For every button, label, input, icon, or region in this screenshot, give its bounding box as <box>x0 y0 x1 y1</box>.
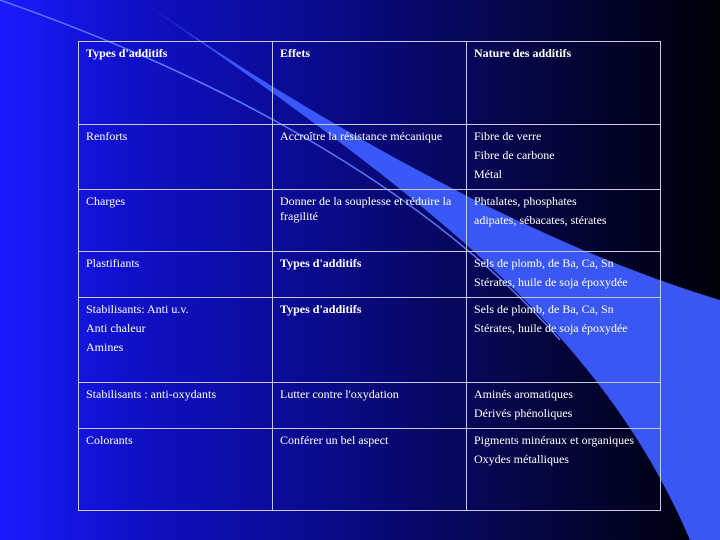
cell-nature-line: Fibre de verre <box>474 129 542 143</box>
cell-type <box>79 252 273 298</box>
table-row <box>79 383 661 429</box>
cell-nature <box>467 252 661 298</box>
cell-nature-line: Sels de plomb, de Ba, Ca, Sn <box>474 302 614 316</box>
table-row <box>79 190 661 252</box>
cell-nature <box>467 298 661 383</box>
cell-nature-line: Stérates, huile de soja époxydée <box>474 275 628 289</box>
cell-nature-line: Phtalates, phosphates <box>474 194 577 208</box>
cell-effet: Types d'additifs <box>273 252 467 298</box>
cell-nature-line: Sels de plomb, de Ba, Ca, Sn <box>474 256 614 270</box>
cell-effet: Types d'additifs <box>273 298 467 383</box>
cell-nature <box>467 190 661 252</box>
table-row <box>79 298 661 383</box>
cell-type-line: Renforts <box>86 129 128 143</box>
cell-nature-line: Stérates, huile de soja époxydée <box>474 321 628 335</box>
cell-effet: Donner de la souplesse et réduire la fragilité <box>273 190 467 252</box>
cell-nature-line: Dérivés phénoliques <box>474 406 573 420</box>
cell-nature-line: Pigments minéraux et organiques <box>474 433 635 447</box>
cell-type <box>79 190 273 252</box>
cell-type-line: Stabilisants: Anti u.v. <box>86 302 189 316</box>
cell-type-line: Amines <box>86 340 124 354</box>
additives-table <box>78 41 661 511</box>
cell-effet: Lutter contre l'oxydation <box>273 383 467 429</box>
cell-type <box>79 429 273 511</box>
cell-type-line: Colorants <box>86 433 133 447</box>
cell-type <box>79 298 273 383</box>
cell-nature-line: Aminés aromatiques <box>474 387 573 401</box>
cell-nature <box>467 429 661 511</box>
cell-type-line: Charges <box>86 194 126 208</box>
header-nature: Nature des additifs <box>467 42 661 125</box>
cell-type <box>79 125 273 190</box>
cell-type-line: Anti chaleur <box>86 321 146 335</box>
cell-nature <box>467 383 661 429</box>
cell-effet: Conférer un bel aspect <box>273 429 467 511</box>
table-row <box>79 429 661 511</box>
cell-nature-line: Fibre de carbone <box>474 148 555 162</box>
table-row <box>79 252 661 298</box>
cell-type <box>79 383 273 429</box>
cell-type-line: Stabilisants : anti-oxydants <box>86 387 216 401</box>
table-header-row <box>79 42 661 125</box>
header-types: Types d'additifs <box>79 42 273 125</box>
table-row <box>79 125 661 190</box>
header-effets: Effets <box>273 42 467 125</box>
cell-nature <box>467 125 661 190</box>
cell-nature-line: Oxydes métalliques <box>474 452 569 466</box>
cell-nature-line: Métal <box>474 167 502 181</box>
cell-effet: Accroître la résistance mécanique <box>273 125 467 190</box>
cell-nature-line: adipates, sébacates, stérates <box>474 213 607 227</box>
cell-type-line: Plastifiants <box>86 256 140 270</box>
